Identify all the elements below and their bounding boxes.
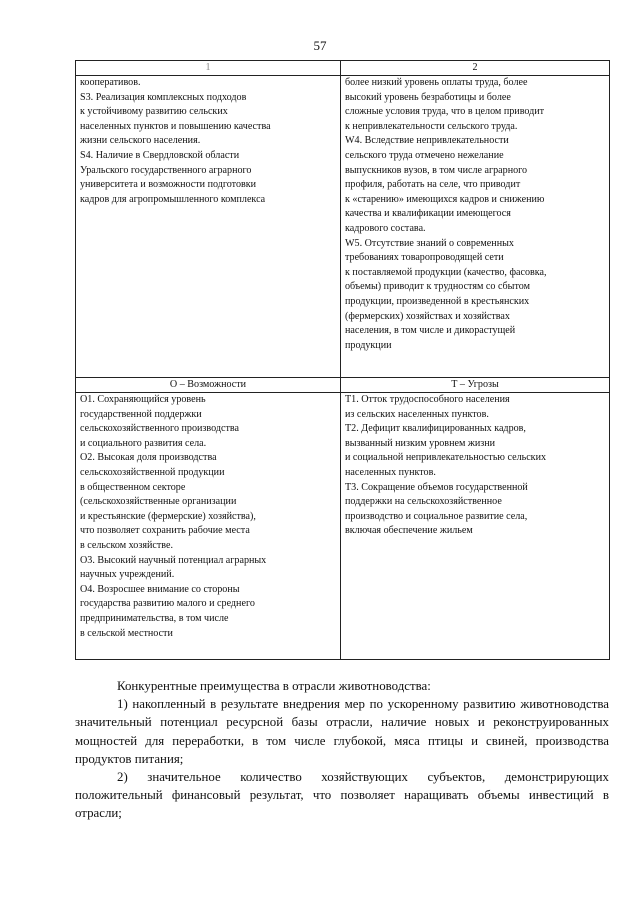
ot-header-row <box>76 378 610 393</box>
table-cell-line: из сельских населенных пунктов. <box>345 408 489 420</box>
opportunities-header: О – Возможности <box>76 378 341 393</box>
table-cell-line: кооперативов. <box>80 77 141 88</box>
advantage-item-2: 2) значительное количество хозяйствующих субъектов, демонстрирующих положительный финансовый результат, что позволяет наращивать объемы инвестиций в отрасли; <box>75 770 609 821</box>
table-cell-line: научных учреждений. <box>80 569 175 581</box>
swot-table <box>75 60 610 660</box>
table-cell-line: к поставляемой продукции (качество, фасовка, <box>345 266 547 278</box>
table-cell-line: О1. Сохраняющийся уровень <box>80 394 206 405</box>
table-cell-line: сельскохозяйственной продукции <box>80 466 225 478</box>
table-cell-line: и крестьянские (фермерские) хозяйства), <box>80 510 256 522</box>
table-cell-line: населенных пунктов. <box>345 466 436 478</box>
table-cell-line: Т2. Дефицит квалифицированных кадров, <box>345 423 526 435</box>
table-cell-line: в сельском хозяйстве. <box>80 539 173 551</box>
table-cell-line: выпускников вузов, в том числе аграрного <box>345 164 528 176</box>
table-cell-line: продукции <box>345 339 392 351</box>
intro-paragraph: Конкурентные преимущества в отрасли животноводства: <box>117 679 431 693</box>
table-cell-line: более низкий уровень оплаты труда, более <box>345 77 528 88</box>
table-cell-line: продукции, произведенной в крестьянских <box>345 295 530 307</box>
table-cell-line: в общественном секторе <box>80 481 186 493</box>
table-cell-line: сельскохозяйственного производства <box>80 423 239 435</box>
table-cell-line: к устойчивому развитию сельских <box>80 106 228 118</box>
table-cell-line: и социального развития села. <box>80 437 207 449</box>
table-cell-line: требованиях товаропроводящей сети <box>345 252 504 264</box>
table-cell-line: поддержки на сельскохозяйственное <box>345 496 502 508</box>
table-cell-line: W5. Отсутствие знаний о современных <box>345 237 514 249</box>
strengths-weaknesses-row <box>76 76 610 378</box>
table-cell-line: (фермерских) хозяйствах и хозяйствах <box>345 310 510 322</box>
table-cell-line: кадрового состава. <box>345 222 426 234</box>
opportunities-threats-row <box>76 393 610 660</box>
column-number-1: 1 <box>76 61 341 76</box>
table-cell-line: О4. Возросшее внимание со стороны <box>80 583 240 595</box>
opportunities-cell <box>76 393 341 660</box>
table-cell-line: к «старению» имеющихся кадров и снижению <box>345 193 545 205</box>
strengths-cell <box>76 76 341 378</box>
table-cell-line: S3. Реализация комплексных подходов <box>80 91 247 103</box>
table-cell-line: включая обеспечение жильем <box>345 525 473 537</box>
table-cell-line: объемы) приводит к трудностям со сбытом <box>345 281 530 293</box>
table-cell-line: W4. Вследствие непривлекательности <box>345 135 509 147</box>
advantage-item-1: 1) накопленный в результате внедрения мер по ускоренному развитию животноводства значительный потенциал ресурсной базы отрасли, наличие новых и реконструированных мощностей для переработки, в том числе глубокой, мяса птицы и свиней, производства продуктов питания; <box>75 697 609 766</box>
column-number-row <box>76 61 610 76</box>
table-cell-line: предпринимательства, в том числе <box>80 612 229 624</box>
table-cell-line: жизни сельского населения. <box>80 135 201 147</box>
table-cell-line: в сельской местности <box>80 627 173 639</box>
page-number: 57 <box>313 38 327 53</box>
table-cell-line: населенных пунктов и повышению качества <box>80 120 271 132</box>
weaknesses-cell <box>341 76 610 378</box>
table-cell-line: населения, в том числе и дикорастущей <box>345 325 516 337</box>
table-cell-line: О2. Высокая доля производства <box>80 452 217 464</box>
column-number-2: 2 <box>341 61 610 76</box>
threats-cell <box>341 393 610 660</box>
table-cell-line: кадров для агропромышленного комплекса <box>80 193 266 205</box>
table-cell-line: Т1. Отток трудоспособного населения <box>345 394 510 405</box>
body-text <box>75 677 609 823</box>
table-cell-line: и социальной непривлекательностью сельских <box>345 452 547 464</box>
table-cell-line: S4. Наличие в Свердловской области <box>80 149 240 161</box>
table-cell-line: вызванный низким уровнем жизни <box>345 437 496 449</box>
table-cell-line: к непривлекательности сельского труда. <box>345 120 518 132</box>
table-cell-line: Уральского государственного аграрного <box>80 164 252 176</box>
table-cell-line: профиля, работать на селе, что приводит <box>345 179 521 191</box>
table-cell-line: высокий уровень безработицы и более <box>345 91 511 103</box>
table-cell-line: Т3. Сокращение объемов государственной <box>345 481 528 493</box>
table-cell-line: (сельскохозяйственные организации <box>80 496 237 508</box>
table-cell-line: университета и возможности подготовки <box>80 179 257 191</box>
table-cell-line: О3. Высокий научный потенциал аграрных <box>80 554 267 566</box>
table-cell-line: что позволяет сохранить рабочие места <box>80 525 250 537</box>
table-cell-line: производство и социальное развитие села, <box>345 510 528 522</box>
threats-header: Т – Угрозы <box>341 378 610 393</box>
table-cell-line: государственной поддержки <box>80 408 202 420</box>
table-cell-line: сельского труда отмечено нежелание <box>345 149 504 161</box>
table-cell-line: качества и квалификации имеющегося <box>345 208 511 220</box>
table-cell-line: сложные условия труда, что в целом приводит <box>345 106 545 118</box>
table-cell-line: государства развитию малого и среднего <box>80 598 255 610</box>
